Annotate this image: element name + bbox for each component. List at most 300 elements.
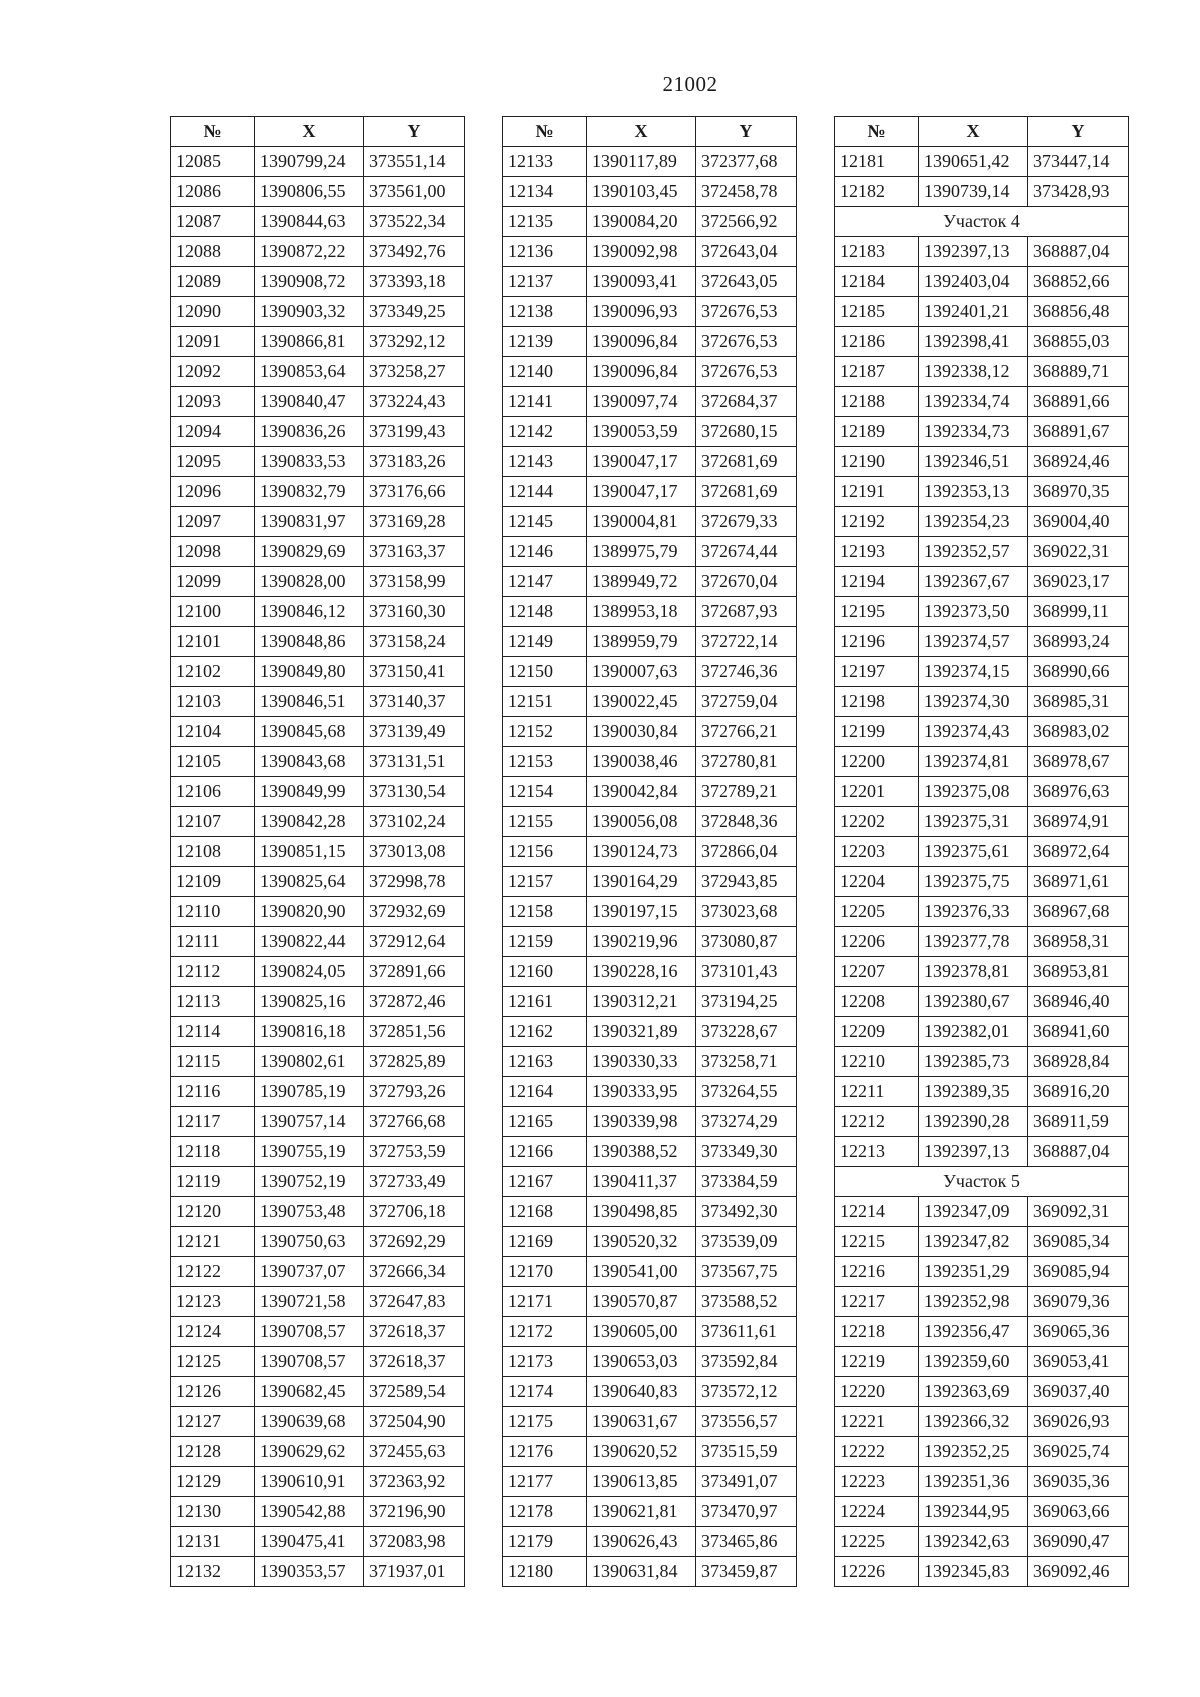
x-cell: 1392347,09 — [919, 1197, 1028, 1227]
table-row — [171, 1437, 465, 1467]
point-number-cell: 12085 — [171, 147, 255, 177]
x-cell: 1392390,28 — [919, 1107, 1028, 1137]
x-cell: 1390757,14 — [255, 1107, 364, 1137]
y-cell: 373102,24 — [364, 807, 465, 837]
point-number-cell: 12158 — [503, 897, 587, 927]
point-number-cell: 12116 — [171, 1077, 255, 1107]
y-cell: 373551,14 — [364, 147, 465, 177]
y-cell: 373274,29 — [696, 1107, 797, 1137]
y-cell: 368976,63 — [1028, 777, 1129, 807]
x-cell: 1392389,35 — [919, 1077, 1028, 1107]
table-row — [503, 567, 797, 597]
point-number-cell: 12164 — [503, 1077, 587, 1107]
point-number-cell: 12209 — [835, 1017, 919, 1047]
y-cell: 372618,37 — [364, 1317, 465, 1347]
x-cell: 1390831,97 — [255, 507, 364, 537]
table-row — [835, 987, 1129, 1017]
point-number-cell: 12189 — [835, 417, 919, 447]
y-cell: 372458,78 — [696, 177, 797, 207]
point-number-cell: 12178 — [503, 1497, 587, 1527]
x-cell: 1392347,82 — [919, 1227, 1028, 1257]
point-number-cell: 12219 — [835, 1347, 919, 1377]
table-row — [835, 1557, 1129, 1587]
x-cell: 1390822,44 — [255, 927, 364, 957]
point-number-cell: 12123 — [171, 1287, 255, 1317]
y-cell: 373158,99 — [364, 567, 465, 597]
y-cell: 372196,90 — [364, 1497, 465, 1527]
x-cell: 1390042,84 — [587, 777, 696, 807]
y-cell: 369090,47 — [1028, 1527, 1129, 1557]
table-row — [171, 1137, 465, 1167]
x-cell: 1392403,04 — [919, 267, 1028, 297]
point-number-cell: 12119 — [171, 1167, 255, 1197]
x-cell: 1392378,81 — [919, 957, 1028, 987]
header-x: X — [255, 117, 364, 147]
x-cell: 1390816,18 — [255, 1017, 364, 1047]
y-cell: 368999,11 — [1028, 597, 1129, 627]
table-row — [171, 867, 465, 897]
table-row — [503, 837, 797, 867]
x-cell: 1392352,98 — [919, 1287, 1028, 1317]
x-cell: 1390639,68 — [255, 1407, 364, 1437]
point-number-cell: 12102 — [171, 657, 255, 687]
table-row — [835, 657, 1129, 687]
x-cell: 1392334,74 — [919, 387, 1028, 417]
point-number-cell: 12111 — [171, 927, 255, 957]
x-cell: 1390848,86 — [255, 627, 364, 657]
table-row — [835, 777, 1129, 807]
y-cell: 373139,49 — [364, 717, 465, 747]
y-cell: 372825,89 — [364, 1047, 465, 1077]
table-row — [835, 1077, 1129, 1107]
y-cell: 368972,64 — [1028, 837, 1129, 867]
x-cell: 1390570,87 — [587, 1287, 696, 1317]
x-cell: 1392375,31 — [919, 807, 1028, 837]
table-header-row — [503, 117, 797, 147]
point-number-cell: 12112 — [171, 957, 255, 987]
x-cell: 1390820,90 — [255, 897, 364, 927]
section-row — [835, 207, 1129, 237]
x-cell: 1390640,83 — [587, 1377, 696, 1407]
table-row — [835, 1197, 1129, 1227]
y-cell: 372746,36 — [696, 657, 797, 687]
table-row — [503, 957, 797, 987]
x-cell: 1390219,96 — [587, 927, 696, 957]
table-row — [835, 147, 1129, 177]
x-cell: 1390737,07 — [255, 1257, 364, 1287]
point-number-cell: 12210 — [835, 1047, 919, 1077]
point-number-cell: 12105 — [171, 747, 255, 777]
x-cell: 1390620,52 — [587, 1437, 696, 1467]
x-cell: 1392376,33 — [919, 897, 1028, 927]
point-number-cell: 12106 — [171, 777, 255, 807]
x-cell: 1390541,00 — [587, 1257, 696, 1287]
point-number-cell: 12213 — [835, 1137, 919, 1167]
table-row — [171, 237, 465, 267]
table-row — [503, 207, 797, 237]
x-cell: 1392342,63 — [919, 1527, 1028, 1557]
point-number-cell: 12139 — [503, 327, 587, 357]
header-x: X — [919, 117, 1028, 147]
table-row — [835, 957, 1129, 987]
y-cell: 373515,59 — [696, 1437, 797, 1467]
point-number-cell: 12225 — [835, 1527, 919, 1557]
table-row — [171, 987, 465, 1017]
y-cell: 373470,97 — [696, 1497, 797, 1527]
table-row — [503, 1287, 797, 1317]
point-number-cell: 12160 — [503, 957, 587, 987]
x-cell: 1390312,21 — [587, 987, 696, 1017]
x-cell: 1392385,73 — [919, 1047, 1028, 1077]
point-number-cell: 12136 — [503, 237, 587, 267]
y-cell: 373384,59 — [696, 1167, 797, 1197]
table-row — [171, 1287, 465, 1317]
table-row — [835, 537, 1129, 567]
table-row — [503, 1047, 797, 1077]
point-number-cell: 12098 — [171, 537, 255, 567]
table-row — [503, 987, 797, 1017]
table-row — [835, 1377, 1129, 1407]
table-row — [171, 537, 465, 567]
y-cell: 372670,04 — [696, 567, 797, 597]
y-cell: 373258,27 — [364, 357, 465, 387]
point-number-cell: 12198 — [835, 687, 919, 717]
x-cell: 1390750,63 — [255, 1227, 364, 1257]
table-row — [835, 1227, 1129, 1257]
x-cell: 1390605,00 — [587, 1317, 696, 1347]
table-row — [171, 1047, 465, 1077]
table-row — [171, 507, 465, 537]
point-number-cell: 12096 — [171, 477, 255, 507]
point-number-cell: 12107 — [171, 807, 255, 837]
point-number-cell: 12152 — [503, 717, 587, 747]
x-cell: 1389953,18 — [587, 597, 696, 627]
point-number-cell: 12224 — [835, 1497, 919, 1527]
x-cell: 1390047,17 — [587, 447, 696, 477]
x-cell: 1392374,30 — [919, 687, 1028, 717]
point-number-cell: 12167 — [503, 1167, 587, 1197]
y-cell: 372848,36 — [696, 807, 797, 837]
y-cell: 368855,03 — [1028, 327, 1129, 357]
header-y: Y — [364, 117, 465, 147]
y-cell: 373140,37 — [364, 687, 465, 717]
y-cell: 372692,29 — [364, 1227, 465, 1257]
x-cell: 1390842,28 — [255, 807, 364, 837]
x-cell: 1390339,98 — [587, 1107, 696, 1137]
y-cell: 372618,37 — [364, 1347, 465, 1377]
y-cell: 372766,68 — [364, 1107, 465, 1137]
x-cell: 1390096,84 — [587, 357, 696, 387]
y-cell: 373611,61 — [696, 1317, 797, 1347]
y-cell: 368958,31 — [1028, 927, 1129, 957]
y-cell: 372722,14 — [696, 627, 797, 657]
y-cell: 372793,26 — [364, 1077, 465, 1107]
y-cell: 373567,75 — [696, 1257, 797, 1287]
x-cell: 1392351,29 — [919, 1257, 1028, 1287]
y-cell: 369092,46 — [1028, 1557, 1129, 1587]
y-cell: 369026,93 — [1028, 1407, 1129, 1437]
x-cell: 1390824,05 — [255, 957, 364, 987]
table-row — [835, 1527, 1129, 1557]
point-number-cell: 12169 — [503, 1227, 587, 1257]
table-row — [171, 147, 465, 177]
point-number-cell: 12166 — [503, 1137, 587, 1167]
table-row — [171, 267, 465, 297]
x-cell: 1390629,62 — [255, 1437, 364, 1467]
y-cell: 368916,20 — [1028, 1077, 1129, 1107]
table-row — [171, 777, 465, 807]
x-cell: 1392351,36 — [919, 1467, 1028, 1497]
y-cell: 372866,04 — [696, 837, 797, 867]
point-number-cell: 12095 — [171, 447, 255, 477]
point-number-cell: 12202 — [835, 807, 919, 837]
point-number-cell: 12171 — [503, 1287, 587, 1317]
table-row — [171, 1497, 465, 1527]
x-cell: 1389949,72 — [587, 567, 696, 597]
table-row — [503, 1527, 797, 1557]
table-row — [835, 627, 1129, 657]
point-number-cell: 12135 — [503, 207, 587, 237]
x-cell: 1392374,43 — [919, 717, 1028, 747]
point-number-cell: 12101 — [171, 627, 255, 657]
y-cell: 373428,93 — [1028, 177, 1129, 207]
y-cell: 368985,31 — [1028, 687, 1129, 717]
table-row — [503, 417, 797, 447]
point-number-cell: 12089 — [171, 267, 255, 297]
table-row — [503, 1167, 797, 1197]
table-row — [503, 1137, 797, 1167]
table-row — [171, 687, 465, 717]
x-cell: 1392344,95 — [919, 1497, 1028, 1527]
table-row — [171, 177, 465, 207]
y-cell: 372643,05 — [696, 267, 797, 297]
x-cell: 1390708,57 — [255, 1317, 364, 1347]
point-number-cell: 12195 — [835, 597, 919, 627]
table-row — [835, 387, 1129, 417]
coordinates-table-1 — [170, 116, 465, 1587]
x-cell: 1390004,81 — [587, 507, 696, 537]
y-cell: 373447,14 — [1028, 147, 1129, 177]
table-row — [503, 807, 797, 837]
table-row — [503, 447, 797, 477]
point-number-cell: 12114 — [171, 1017, 255, 1047]
y-cell: 373349,25 — [364, 297, 465, 327]
y-cell: 373131,51 — [364, 747, 465, 777]
y-cell: 373492,30 — [696, 1197, 797, 1227]
point-number-cell: 12222 — [835, 1437, 919, 1467]
y-cell: 372676,53 — [696, 297, 797, 327]
y-cell: 372780,81 — [696, 747, 797, 777]
point-number-cell: 12172 — [503, 1317, 587, 1347]
y-cell: 368941,60 — [1028, 1017, 1129, 1047]
table-row — [835, 867, 1129, 897]
point-number-cell: 12133 — [503, 147, 587, 177]
x-cell: 1390653,03 — [587, 1347, 696, 1377]
point-number-cell: 12163 — [503, 1047, 587, 1077]
y-cell: 373393,18 — [364, 267, 465, 297]
y-cell: 372680,15 — [696, 417, 797, 447]
x-cell: 1392374,81 — [919, 747, 1028, 777]
x-cell: 1390846,51 — [255, 687, 364, 717]
table-row — [171, 447, 465, 477]
point-number-cell: 12190 — [835, 447, 919, 477]
x-cell: 1390903,32 — [255, 297, 364, 327]
y-cell: 372681,69 — [696, 447, 797, 477]
y-cell: 373101,43 — [696, 957, 797, 987]
x-cell: 1390124,73 — [587, 837, 696, 867]
x-cell: 1392366,32 — [919, 1407, 1028, 1437]
point-number-cell: 12188 — [835, 387, 919, 417]
point-number-cell: 12176 — [503, 1437, 587, 1467]
table-row — [503, 1347, 797, 1377]
table-row — [171, 1227, 465, 1257]
point-number-cell: 12121 — [171, 1227, 255, 1257]
x-cell: 1390851,15 — [255, 837, 364, 867]
point-number-cell: 12181 — [835, 147, 919, 177]
table-row — [171, 657, 465, 687]
table-row — [835, 807, 1129, 837]
point-number-cell: 12217 — [835, 1287, 919, 1317]
table-row — [503, 747, 797, 777]
point-number-cell: 12193 — [835, 537, 919, 567]
table-row — [835, 897, 1129, 927]
y-cell: 373491,07 — [696, 1467, 797, 1497]
y-cell: 369023,17 — [1028, 567, 1129, 597]
table-row — [835, 687, 1129, 717]
table-row — [171, 1167, 465, 1197]
table-row — [171, 957, 465, 987]
point-number-cell: 12206 — [835, 927, 919, 957]
point-number-cell: 12130 — [171, 1497, 255, 1527]
x-cell: 1390631,67 — [587, 1407, 696, 1437]
table-row — [503, 1557, 797, 1587]
y-cell: 373572,12 — [696, 1377, 797, 1407]
table-row — [503, 1107, 797, 1137]
table-row — [171, 1017, 465, 1047]
point-number-cell: 12109 — [171, 867, 255, 897]
table-row — [171, 1557, 465, 1587]
section-row — [835, 1167, 1129, 1197]
table-row — [503, 1317, 797, 1347]
x-cell: 1392367,67 — [919, 567, 1028, 597]
x-cell: 1390806,55 — [255, 177, 364, 207]
table-row — [503, 1227, 797, 1257]
y-cell: 373176,66 — [364, 477, 465, 507]
point-number-cell: 12199 — [835, 717, 919, 747]
table-row — [171, 597, 465, 627]
y-cell: 369085,34 — [1028, 1227, 1129, 1257]
x-cell: 1390752,19 — [255, 1167, 364, 1197]
y-cell: 373158,24 — [364, 627, 465, 657]
point-number-cell: 12211 — [835, 1077, 919, 1107]
point-number-cell: 12174 — [503, 1377, 587, 1407]
y-cell: 369085,94 — [1028, 1257, 1129, 1287]
x-cell: 1390833,53 — [255, 447, 364, 477]
point-number-cell: 12196 — [835, 627, 919, 657]
y-cell: 373539,09 — [696, 1227, 797, 1257]
x-cell: 1392354,23 — [919, 507, 1028, 537]
x-cell: 1390845,68 — [255, 717, 364, 747]
y-cell: 373163,37 — [364, 537, 465, 567]
y-cell: 368978,67 — [1028, 747, 1129, 777]
table-row — [503, 657, 797, 687]
x-cell: 1392359,60 — [919, 1347, 1028, 1377]
table-row — [503, 327, 797, 357]
y-cell: 373592,84 — [696, 1347, 797, 1377]
y-cell: 369025,74 — [1028, 1437, 1129, 1467]
table-row — [171, 1317, 465, 1347]
point-number-cell: 12148 — [503, 597, 587, 627]
table-row — [171, 807, 465, 837]
y-cell: 373224,43 — [364, 387, 465, 417]
table-row — [171, 897, 465, 927]
table-row — [835, 357, 1129, 387]
table-row — [503, 717, 797, 747]
y-cell: 373130,54 — [364, 777, 465, 807]
x-cell: 1390825,64 — [255, 867, 364, 897]
point-number-cell: 12108 — [171, 837, 255, 867]
point-number-cell: 12187 — [835, 357, 919, 387]
x-cell: 1390785,19 — [255, 1077, 364, 1107]
y-cell: 368887,04 — [1028, 1137, 1129, 1167]
table-row — [171, 1197, 465, 1227]
y-cell: 372589,54 — [364, 1377, 465, 1407]
point-number-cell: 12094 — [171, 417, 255, 447]
point-number-cell: 12185 — [835, 297, 919, 327]
point-number-cell: 12200 — [835, 747, 919, 777]
y-cell: 372789,21 — [696, 777, 797, 807]
y-cell: 371937,01 — [364, 1557, 465, 1587]
point-number-cell: 12207 — [835, 957, 919, 987]
x-cell: 1392375,61 — [919, 837, 1028, 867]
point-number-cell: 12099 — [171, 567, 255, 597]
table-row — [503, 897, 797, 927]
x-cell: 1390053,59 — [587, 417, 696, 447]
point-number-cell: 12220 — [835, 1377, 919, 1407]
table-row — [171, 297, 465, 327]
x-cell: 1392375,08 — [919, 777, 1028, 807]
point-number-cell: 12091 — [171, 327, 255, 357]
y-cell: 373349,30 — [696, 1137, 797, 1167]
point-number-cell: 12159 — [503, 927, 587, 957]
x-cell: 1392363,69 — [919, 1377, 1028, 1407]
table-row — [503, 687, 797, 717]
point-number-cell: 12182 — [835, 177, 919, 207]
point-number-cell: 12143 — [503, 447, 587, 477]
x-cell: 1390846,12 — [255, 597, 364, 627]
x-cell: 1390321,89 — [587, 1017, 696, 1047]
table-row — [835, 1257, 1129, 1287]
header-x: X — [587, 117, 696, 147]
x-cell: 1390353,57 — [255, 1557, 364, 1587]
x-cell: 1392401,21 — [919, 297, 1028, 327]
y-cell: 368856,48 — [1028, 297, 1129, 327]
x-cell: 1390228,16 — [587, 957, 696, 987]
y-cell: 372643,04 — [696, 237, 797, 267]
point-number-cell: 12144 — [503, 477, 587, 507]
point-number-cell: 12097 — [171, 507, 255, 537]
table-row — [503, 357, 797, 387]
table-row — [171, 927, 465, 957]
x-cell: 1392352,25 — [919, 1437, 1028, 1467]
x-cell: 1392346,51 — [919, 447, 1028, 477]
x-cell: 1392353,13 — [919, 477, 1028, 507]
table-row — [503, 507, 797, 537]
point-number-cell: 12146 — [503, 537, 587, 567]
x-cell: 1390849,99 — [255, 777, 364, 807]
point-number-cell: 12138 — [503, 297, 587, 327]
header-number: № — [171, 117, 255, 147]
